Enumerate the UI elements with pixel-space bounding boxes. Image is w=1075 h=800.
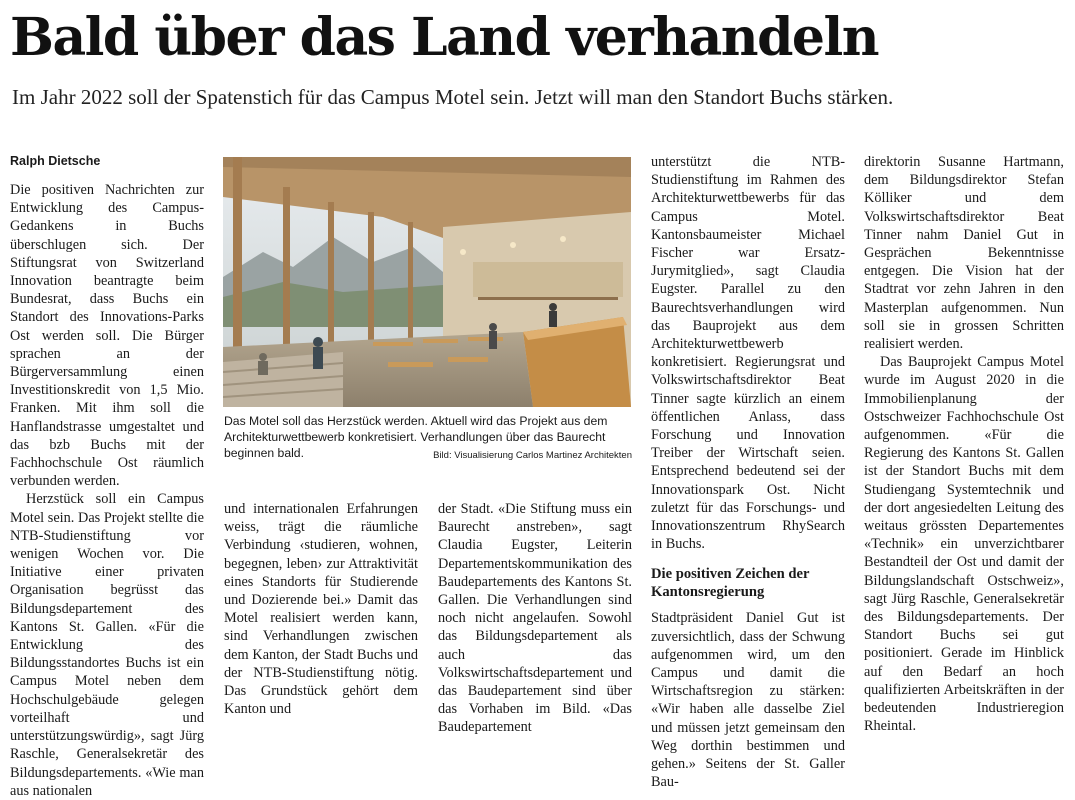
column-2 [224,500,418,718]
column-4 [651,153,845,792]
headline: Bald über das Land verhandeln [10,7,879,68]
section-subhead: Die positiven Zeichen der Kantonsregierung [651,566,810,601]
column-5 [864,153,1064,736]
photo-credit: Bild: Visualisierung Carlos Martinez Architekten [433,449,632,461]
article-photo [223,157,631,407]
paragraph: Herzstück soll ein Campus Motel sein. Das Projekt stellte die NTB-Studienstiftung vor wenigen Wochen vor. Die Initiative einer privaten Organisation begrüsst das Bildungsdepartement des Kantons St. Gallen. «Für die Entwicklung des Bildungsstandortes Buchs ist ein Campus Motel neben dem Hochschulgebäude gelegen vorteilhaft und unterstützungswürdig», sagt Jürg Raschle, Generalsekretär des Bildungsdepartements. «Wie man aus nationalen [10,491,204,799]
photo-caption [224,414,632,463]
paragraph: direktorin Susanne Hartmann, dem Bildungsdirektor Stefan Kölliker und dem Volkswirtschaftsdirektor Beat Tinner nahm Daniel Gut in Gesprächen Bekenntnisse entgegen. Die Vision hat der Stadtrat vor zehn Jahren in den Masterplan aufgenommen. Nun soll sie in grossen Schritten realisiert werden. [864,154,1064,353]
paragraph: Die positiven Nachrichten zur Entwicklung des Campus-Gedankens in Buchs überschlugen sich. Der Stiftungsrat von Switzerland Innovation beantragte beim Bundesrat, dass Buchs ein Standort des Innovations-Parks Ost werden soll. Die Bürger sprachen an der Bürgerversammlung einen Investitionskredit von 1,5 Mio. Franken. Mit ihm soll die Hanflandstrasse umgestaltet und das bzb Buchs mit der Fachhochschule Ost räumlich verbunden werden. [10,182,204,490]
subtitle: Im Jahr 2022 soll der Spatenstich für das Campus Motel sein. Jetzt will man den Standort Buchs stärken. [12,85,894,109]
paragraph: Stadtpräsident Daniel Gut ist zuversichtlich, dass der Schwung aufgenommen wird, um den Campus und damit die Wirtschaftsregion zu stärken: «Wir haben alle dasselbe Ziel und müssen jetzt gemeinsam den Weg dorthin bestimmen und gehen.» Seitens der St. Galler Bau- [651,610,845,791]
column-1 [10,153,204,800]
column-3 [438,500,632,737]
paragraph: und internationalen Erfahrungen weiss, trägt die räumliche Verbindung ‹studieren, wohnen, begegnen, leben› zur Attraktivität eines Standorts für Studierende und Dozierende bei.» Damit das Motel realisiert werden kann, sind Verhandlungen zwischen dem Kanton, der Stadt Buchs und der NTB-Studienstiftung nötig. Das Grundstück gehört dem Kanton und [224,501,418,718]
paragraph: der Stadt. «Die Stiftung muss ein Baurecht anstreben», sagt Claudia Eugster, Leiterin Departementskommunikation des Baudepartements des Kantons St. Gallen. Die Verhandlungen sind noch nicht angelaufen. Sowohl das Bildungsdepartement als auch das Volkswirtschaftsdepartement und das Baudepartement sind über das Vorhaben im Bild. «Das Baudepartement [438,501,632,736]
paragraph: Das Bauprojekt Campus Motel wurde im August 2020 in die Immobilienplanung der Ostschweizer Fachhochschule Ost aufgenommen. «Für die Regierung des Kantons St. Gallen ist der Standort Buchs mit dem Studiengang Systemtechnik und der dort angesiedelten Leitung des weitaus grössten Departementes «Technik» ein unverzichtbarer Bestandteil der Ost und damit der Bildungslandschaft Ostschweiz», sagt Jürg Raschle, Generalsekretär des Bildungsdepartements. Der Standort Buchs sei gut positioniert. Gerade im Hinblick auf den Bedarf an hoch qualifizierten Arbeitskräften in der bedeutenden Industrieregion Rheintal. [864,354,1064,735]
paragraph: unterstützt die NTB-Studienstiftung im Rahmen des Architekturwettbewerbs für das Campus Motel. Kantonsbaumeister Michael Fischer war Ersatz-Jurymitglied», sagt Claudia Eugster. Parallel zu den Baurechtsverhandlungen wird das Bauprojekt aus dem Architekturwettbewerb konkretisiert. Regierungsrat und Volkswirtschaftsdirektor Beat Tinner sagte kürzlich an einem öffentlichen Anlass, dass Forschung und Innovation Treiber der Wirtschaft seien. Entsprechend bedeutend sei der Innovationspark Ost. Nicht zuletzt für das Forschungs- und Innovationszentrum RhySearch in Buchs. [651,154,845,553]
caption-text: Das Motel soll das Herzstück werden. Aktuell wird das Projekt aus dem Architekturwettbewerb konkretisiert. Verhandlungen über das Baurecht beginnen bald. [224,414,608,460]
campus-motel-visualisation [223,157,631,407]
author-byline: Ralph Dietsche [10,154,101,168]
